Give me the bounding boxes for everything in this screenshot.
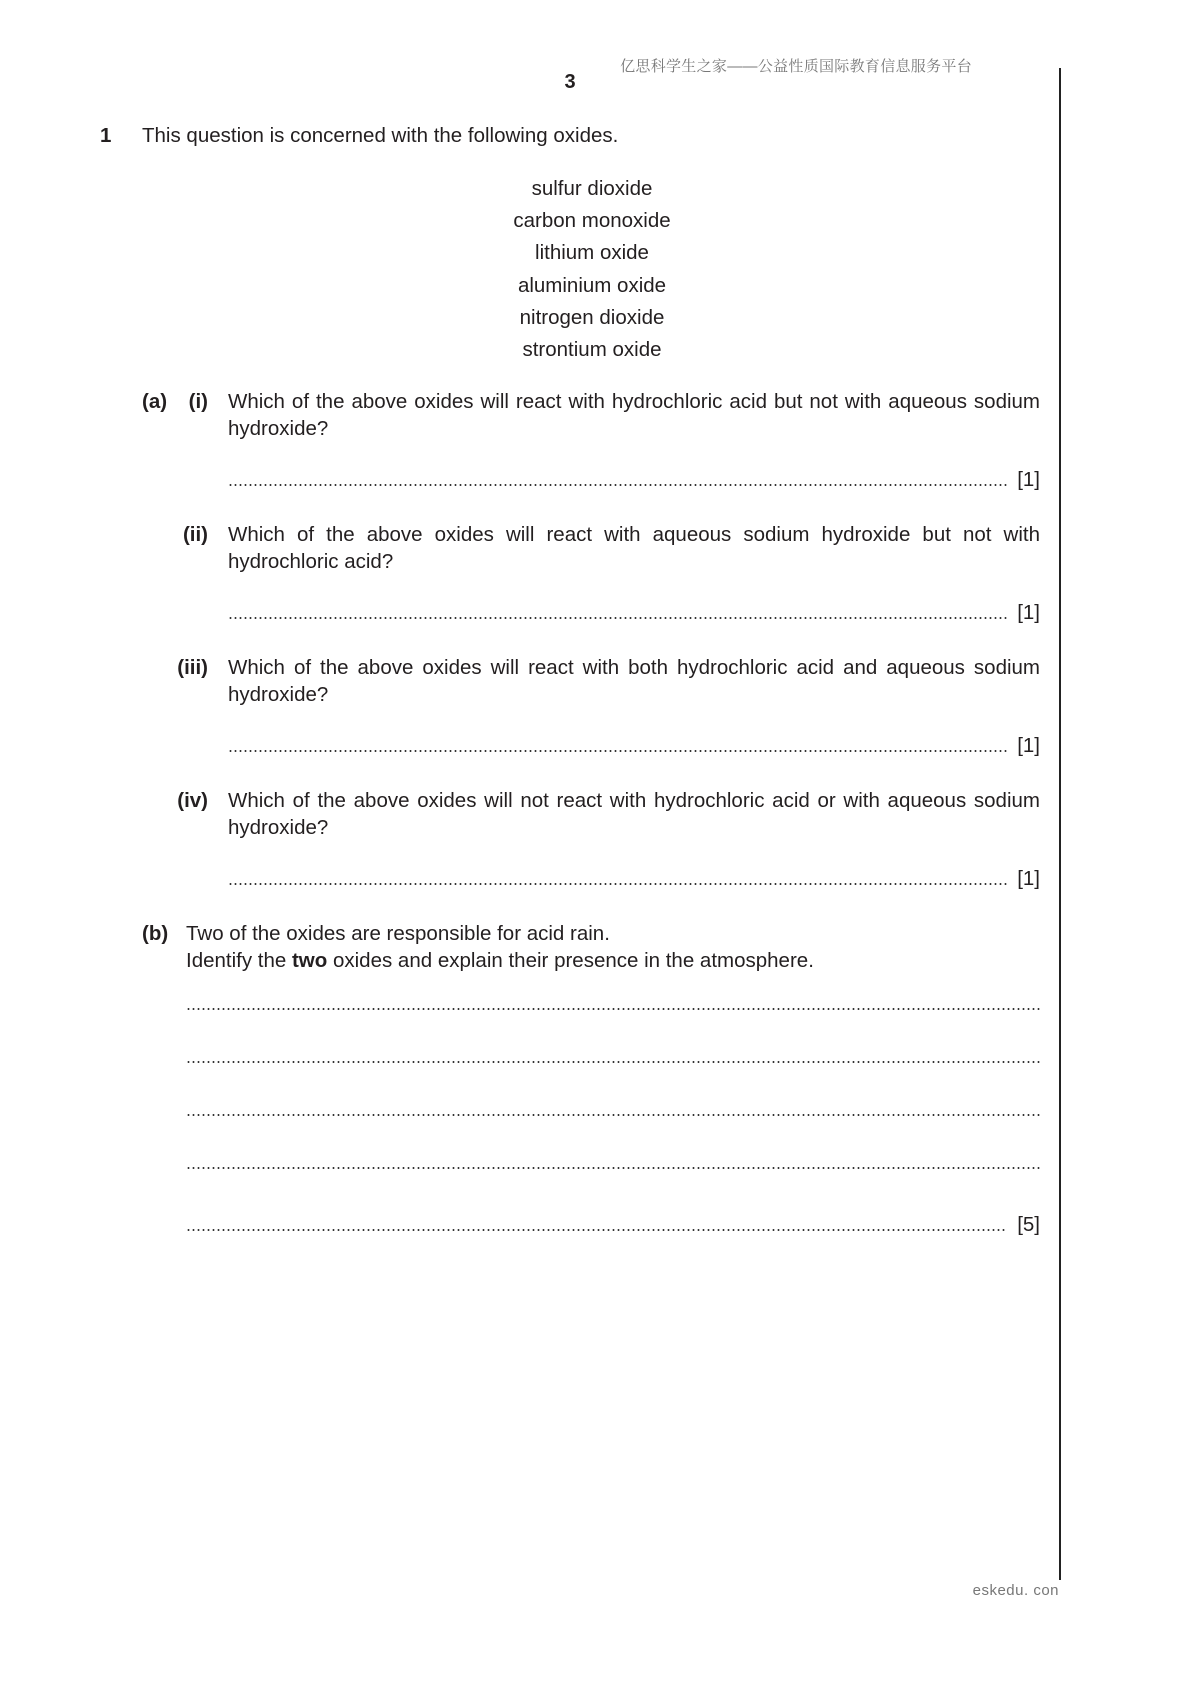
watermark-text: 亿思科学生之家——公益性质国际教育信息服务平台: [620, 58, 972, 75]
marks-label: [1]: [1017, 601, 1040, 624]
oxide-item: strontium oxide: [522, 338, 662, 362]
right-margin-line: [1059, 68, 1061, 1580]
dotted-line: [186, 1107, 1040, 1117]
part-a-i-label: (i): [188, 390, 208, 413]
oxide-item: aluminium oxide: [517, 273, 667, 297]
marks-label: [1]: [1017, 468, 1040, 491]
answer-line-b-4[interactable]: [186, 1160, 1040, 1175]
question-number: 1: [100, 124, 112, 147]
oxide-list: [442, 173, 742, 366]
part-a-iv-label: (iv): [177, 789, 208, 812]
part-a-ii-label: (ii): [182, 523, 208, 546]
page-number: 3: [564, 71, 576, 93]
answer-line-a-i[interactable]: [228, 468, 1040, 492]
oxide-item: carbon monoxide: [513, 209, 671, 233]
part-b-label: (b): [142, 922, 169, 945]
part-a-ii-text: Which of the above oxides will react with aqueous sodium hydroxide but not with hydrochloric acid?: [228, 523, 1040, 573]
answer-line-a-iii[interactable]: [228, 734, 1040, 758]
part-a-label: (a): [142, 390, 168, 413]
dotted-line: [228, 477, 1007, 487]
marks-label: [5]: [1017, 1213, 1040, 1236]
dotted-line: [228, 610, 1007, 620]
footer-site: eskedu. con: [972, 1582, 1059, 1599]
dotted-line: [186, 1160, 1040, 1170]
dotted-line: [186, 1222, 1007, 1232]
part-b-line1: Two of the oxides are responsible for acid rain.: [186, 922, 610, 945]
dotted-line: [186, 1054, 1040, 1064]
oxide-item: sulfur dioxide: [531, 177, 653, 200]
answer-line-b-2[interactable]: [186, 1054, 1040, 1069]
part-b-line2: [186, 947, 814, 974]
part-a-i-text: Which of the above oxides will react with hydrochloric acid but not with aqueous sodium hydroxide?: [228, 390, 1040, 440]
answer-line-a-ii[interactable]: [228, 601, 1040, 625]
answer-line-a-iv[interactable]: [228, 867, 1040, 891]
marks-label: [1]: [1017, 867, 1040, 890]
oxide-item: lithium oxide: [535, 241, 649, 265]
answer-line-b-3[interactable]: [186, 1107, 1040, 1122]
question-intro: This question is concerned with the following oxides.: [142, 124, 619, 147]
dotted-line: [228, 876, 1007, 886]
part-a-iv-text: Which of the above oxides will not react with hydrochloric acid or with aqueous sodium hydroxide?: [228, 789, 1040, 839]
answer-line-b-5[interactable]: [186, 1213, 1040, 1237]
part-a-iii-text: Which of the above oxides will react with both hydrochloric acid and aqueous sodium hydroxide?: [228, 656, 1040, 706]
dotted-line: [186, 1001, 1040, 1011]
answer-line-b-1[interactable]: [186, 1001, 1040, 1016]
part-b-line2-prefix: Identify the: [186, 949, 292, 972]
part-a-iii-label: (iii): [177, 656, 208, 679]
oxide-item: nitrogen dioxide: [519, 305, 665, 329]
dotted-line: [228, 743, 1007, 753]
part-b-line2-suffix: oxides and explain their presence in the atmosphere.: [327, 949, 814, 972]
part-b-line2-emphasis: two: [291, 949, 328, 972]
marks-label: [1]: [1017, 734, 1040, 757]
